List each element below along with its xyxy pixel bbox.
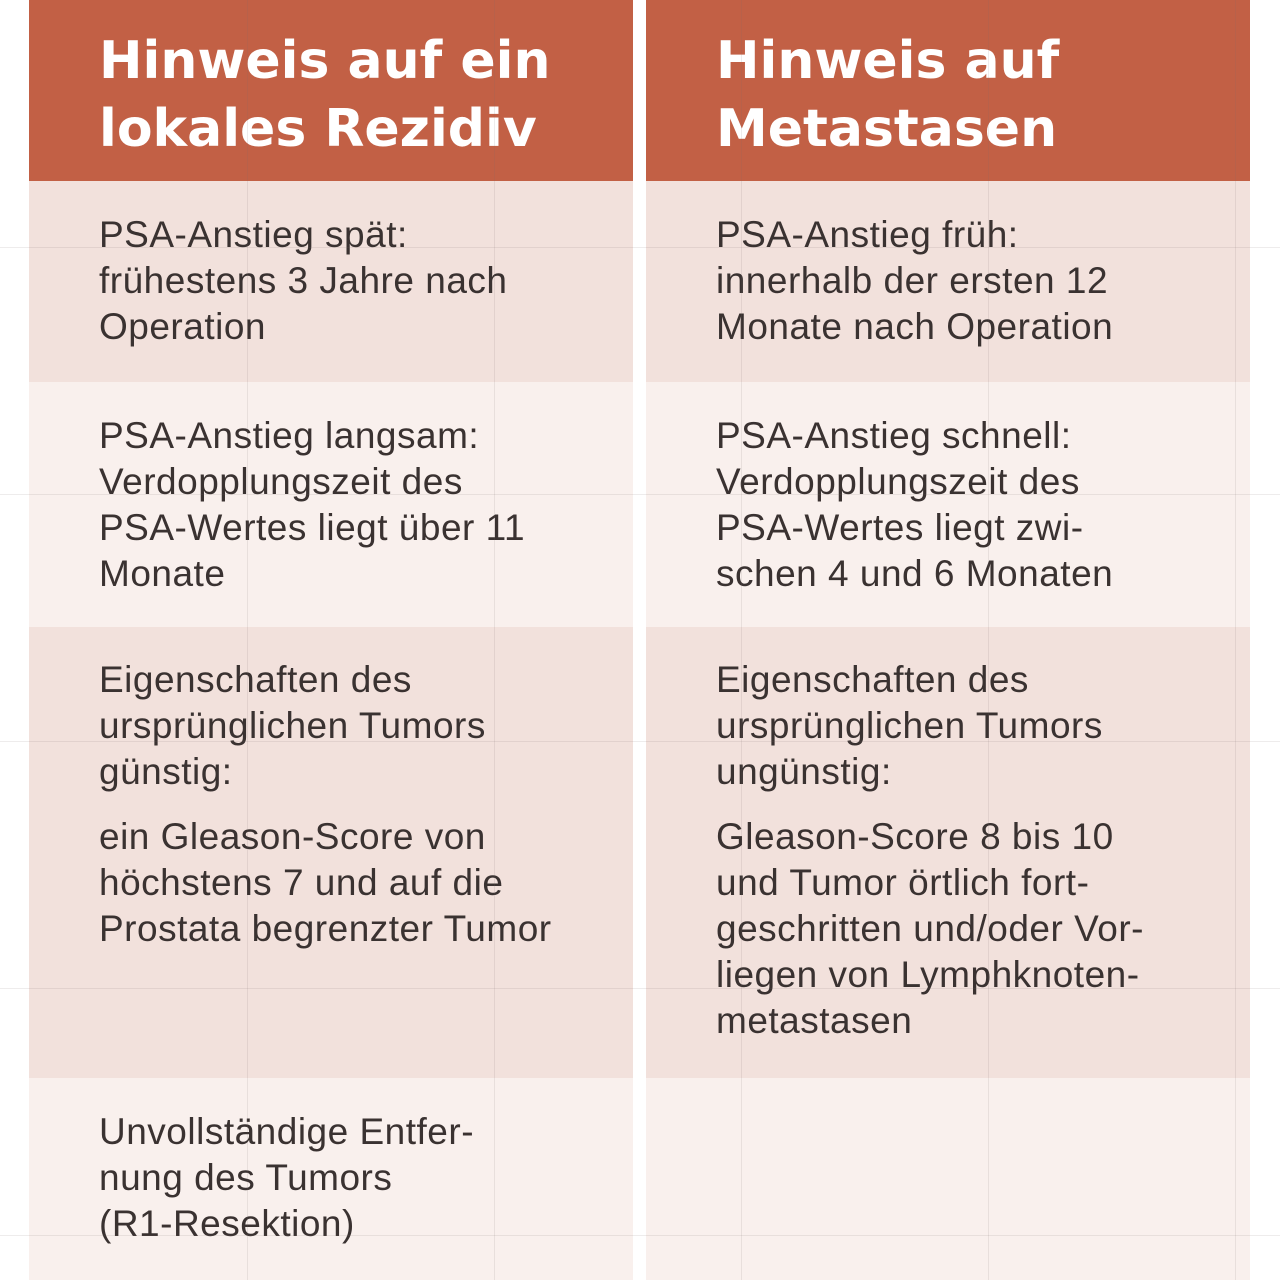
table-row — [29, 1078, 633, 1280]
cell-text: PSA-Anstieg langsam: Verdopplungszeit des PSA-Wertes liegt über 11 Monate — [99, 415, 526, 594]
column-local-recurrence — [29, 0, 633, 1280]
table-row — [29, 181, 633, 382]
column-metastases — [646, 0, 1250, 1280]
table-row — [646, 382, 1250, 627]
cell-detail-text: Gleason-Score 8 bis 10 und Tumor örtlich fort- geschritten und/oder Vor- liegen von Lymphknoten- metastasen — [716, 816, 1144, 1041]
table-row — [646, 181, 1250, 382]
cell-text: Unvollständige Entfer- nung des Tumors (R1-Resektion) — [99, 1111, 475, 1244]
cell-detail-text: ein Gleason-Score von höchstens 7 und auf die Prostata begrenzter Tumor — [99, 816, 552, 949]
cell-text: PSA-Anstieg schnell: Verdopplungszeit des PSA-Wertes liegt zwi- schen 4 und 6 Monaten — [716, 415, 1114, 594]
cell-text: Eigenschaften des ursprünglichen Tumors günstig: — [99, 659, 486, 792]
table-row — [646, 627, 1250, 1078]
table-row — [29, 382, 633, 627]
cell-text: Eigenschaften des ursprünglichen Tumors ungünstig: — [716, 659, 1103, 792]
column-header-title: Hinweis auf Metastasen — [716, 31, 1060, 159]
table-row — [29, 627, 633, 1078]
column-header — [29, 0, 633, 181]
column-header — [646, 0, 1250, 181]
cell-text: PSA-Anstieg spät: frühestens 3 Jahre nach Operation — [99, 214, 508, 347]
cell-text: PSA-Anstieg früh: innerhalb der ersten 12 Monate nach Operation — [716, 214, 1114, 347]
table-row-empty — [646, 1078, 1250, 1280]
column-header-title: Hinweis auf ein lokales Rezidiv — [99, 31, 551, 159]
